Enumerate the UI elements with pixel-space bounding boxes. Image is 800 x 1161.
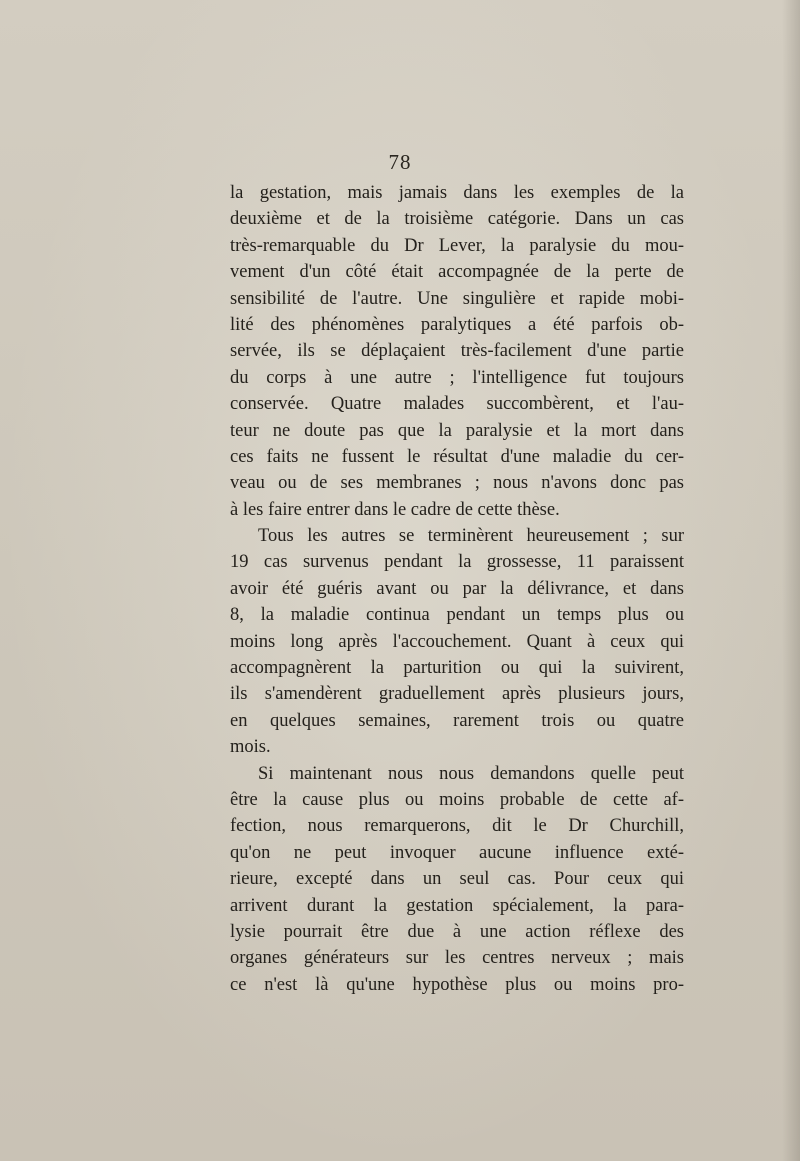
body-text: [230, 180, 684, 998]
text-line: lysie pourrait être due à une action réflexe des: [230, 921, 684, 942]
text-line: 8, la maladie continua pendant un temps plus ou: [230, 605, 684, 626]
text-line: deuxième et de la troisième catégorie. Dans un cas: [230, 209, 684, 230]
text-line: sensibilité de l'autre. Une singulière et rapide mobi-: [230, 288, 684, 309]
text-line: organes générateurs sur les centres nerveux ; mais: [230, 948, 684, 969]
text-line: en quelques semaines, rarement trois ou quatre: [230, 710, 684, 731]
paragraph-end-line: mois.: [230, 737, 271, 758]
text-line: avoir été guéris avant ou par la délivrance, et dans: [230, 578, 684, 599]
text-line: veau ou de ses membranes ; nous n'avons donc pas: [230, 473, 684, 494]
paragraph-start-line: Tous les autres se terminèrent heureusement ; sur: [258, 526, 684, 547]
text-line: accompagnèrent la parturition ou qui la suivirent,: [230, 658, 684, 679]
text-line: teur ne doute pas que la paralysie et la mort dans: [230, 420, 684, 441]
text-line: servée, ils se déplaçaient très-facilement d'une partie: [230, 341, 684, 362]
text-line: vement d'un côté était accompagnée de la perte de: [230, 262, 684, 283]
text-line: la gestation, mais jamais dans les exemples de la: [230, 183, 684, 203]
text-line: lité des phénomènes paralytiques a été parfois ob-: [230, 314, 684, 335]
text-line: qu'on ne peut invoquer aucune influence exté-: [230, 842, 684, 863]
text-line: ils s'amendèrent graduellement après plusieurs jours,: [230, 684, 684, 705]
text-line: 19 cas survenus pendant la grossesse, 11 paraissent: [230, 552, 684, 573]
text-line: fection, nous remarquerons, dit le Dr Churchill,: [230, 816, 684, 837]
text-line: arrivent durant la gestation spécialement, la para-: [230, 895, 684, 916]
text-line: ce n'est là qu'une hypothèse plus ou moins pro-: [230, 974, 684, 995]
text-line: du corps à une autre ; l'intelligence fut toujours: [230, 367, 684, 388]
page-number: 78: [388, 150, 412, 174]
paragraph-end-line: à les faire entrer dans le cadre de cette thèse.: [230, 499, 560, 520]
text-line: rieure, excepté dans un seul cas. Pour ceux qui: [230, 869, 684, 890]
text-line: conservée. Quatre malades succombèrent, et l'au-: [230, 394, 684, 415]
text-line: moins long après l'accouchement. Quant à ceux qui: [230, 631, 684, 652]
text-line: très-remarquable du Dr Lever, la paralysie du mou-: [230, 235, 684, 256]
text-line: être la cause plus ou moins probable de cette af-: [230, 789, 684, 810]
paragraph-start-line: Si maintenant nous nous demandons quelle peut: [258, 763, 684, 784]
text-line: ces faits ne fussent le résultat d'une maladie du cer-: [230, 446, 684, 467]
